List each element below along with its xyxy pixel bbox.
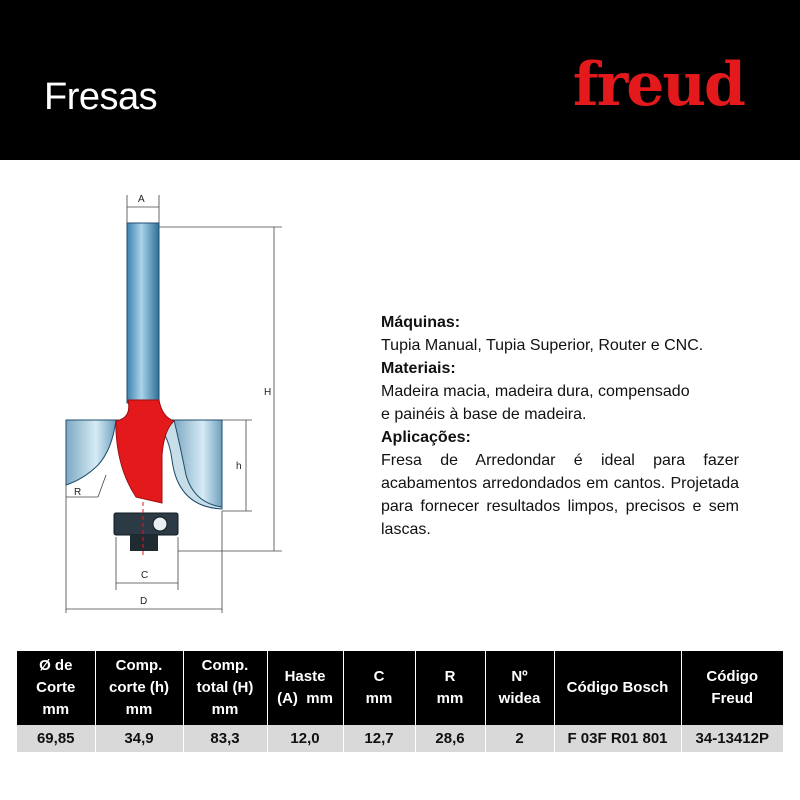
aplicacoes-heading: Aplicações: bbox=[381, 429, 471, 446]
aplicacoes-text: Fresa de Arredondar é ideal para fazer acabamentos arredondados em cantos. Projetada para fornecer resultados limpos, precisos e sem lascas. bbox=[381, 452, 739, 538]
bearing bbox=[114, 513, 178, 535]
header-diametro-corte: Ø de Corte mm bbox=[17, 651, 95, 725]
materiais-text-line2: e painéis à base de madeira. bbox=[381, 406, 587, 423]
header-codigo-bosch: Código Bosch bbox=[554, 651, 681, 725]
header-r: R mm bbox=[415, 651, 485, 725]
header-bar bbox=[0, 0, 800, 160]
cell-comp-corte: 34,9 bbox=[95, 725, 183, 752]
dim-c-label: C bbox=[141, 570, 149, 581]
header-widea: Nº widea bbox=[485, 651, 554, 725]
maquinas-text: Tupia Manual, Tupia Superior, Router e CNC. bbox=[381, 337, 704, 354]
table-row bbox=[17, 725, 783, 752]
dim-sh-label: h bbox=[236, 461, 242, 472]
carbide-blade bbox=[116, 400, 174, 503]
dim-r-pointer bbox=[98, 475, 106, 497]
dim-d-label: D bbox=[140, 596, 148, 607]
router-bit-diagram bbox=[50, 185, 300, 615]
product-description bbox=[381, 311, 739, 541]
freud-logo: freud bbox=[572, 50, 744, 120]
cell-c: 12,7 bbox=[343, 725, 415, 752]
materiais-text-line1: Madeira macia, madeira dura, compensado bbox=[381, 383, 690, 400]
cell-comp-total: 83,3 bbox=[183, 725, 267, 752]
header-haste: Haste (A) mm bbox=[267, 651, 343, 725]
dim-r-label: R bbox=[74, 487, 82, 498]
cell-widea: 2 bbox=[485, 725, 554, 752]
header-c: C mm bbox=[343, 651, 415, 725]
dim-h-label: H bbox=[264, 387, 272, 398]
page-title: Fresas bbox=[44, 76, 158, 118]
table-header-row bbox=[17, 651, 783, 725]
maquinas-heading: Máquinas: bbox=[381, 314, 461, 331]
cell-haste: 12,0 bbox=[267, 725, 343, 752]
bearing-screw bbox=[130, 535, 158, 551]
cell-r: 28,6 bbox=[415, 725, 485, 752]
header-comp-corte: Comp. corte (h) mm bbox=[95, 651, 183, 725]
bearing-ball bbox=[153, 517, 167, 531]
cell-codigo-freud: 34-13412P bbox=[681, 725, 783, 752]
header-codigo-freud: Código Freud bbox=[681, 651, 783, 725]
cell-diametro-corte: 69,85 bbox=[17, 725, 95, 752]
dim-a-label: A bbox=[138, 194, 145, 205]
cell-codigo-bosch: F 03F R01 801 bbox=[554, 725, 681, 752]
materiais-heading: Materiais: bbox=[381, 360, 456, 377]
shank bbox=[127, 223, 159, 403]
specs-table bbox=[17, 651, 783, 752]
cutter-body-left bbox=[66, 420, 116, 485]
header-comp-total: Comp. total (H) mm bbox=[183, 651, 267, 725]
